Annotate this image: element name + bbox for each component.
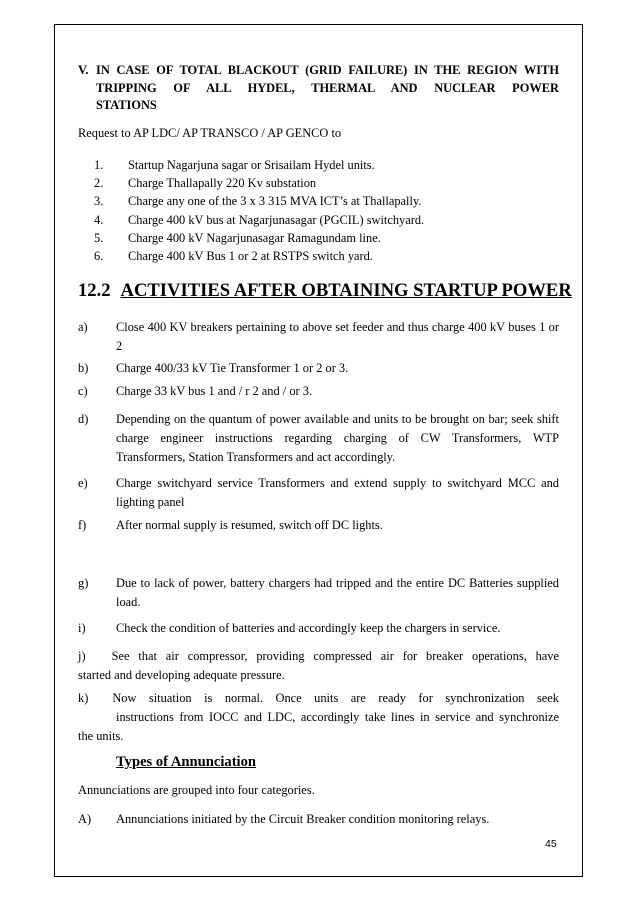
activity-i: i) Check the condition of batteries and accordingly keep the chargers in service. bbox=[78, 621, 501, 635]
startup-steps-list bbox=[94, 156, 424, 265]
section-v-line-3: STATIONS bbox=[96, 98, 157, 112]
activity-a: a) Close 400 KV breakers pertaining to above set feeder and thus charge 400 kV buses 1 or 2 bbox=[78, 320, 559, 353]
section-v-label: V. bbox=[78, 63, 89, 77]
list-item: 4. Charge 400 kV bus at Nagarjunasagar (PGCIL) switchyard. bbox=[94, 212, 425, 227]
types-of-annunciation-heading: Types of Annunciation bbox=[116, 754, 257, 770]
annunciation-a: A) Annunciations initiated by the Circuit Breaker condition monitoring relays. bbox=[78, 812, 490, 826]
page-number: 45 bbox=[545, 838, 557, 850]
section-v-heading bbox=[78, 62, 559, 115]
activity-g: g) Due to lack of power, battery chargers had tripped and the entire DC Batteries supplied load. bbox=[78, 576, 559, 609]
request-paragraph: Request to AP LDC/ AP TRANSCO / AP GENCO to bbox=[78, 126, 342, 140]
list-item: 1. Startup Nagarjuna sagar or Srisailam Hydel units. bbox=[94, 158, 375, 172]
section-v-line-1: IN CASE OF TOTAL BLACKOUT (GRID FAILURE) IN THE REGION WITH bbox=[96, 63, 559, 77]
section-heading-12-2 bbox=[78, 279, 572, 303]
activity-f: f) After normal supply is resumed, switch off DC lights. bbox=[78, 518, 383, 532]
annunciation-intro: Annunciations are grouped into four categories. bbox=[78, 783, 315, 797]
activity-j: j) See that air compressor, providing compressed air for breaker operations, have started and developing adequate pressure. bbox=[78, 649, 559, 682]
activity-d: d) Depending on the quantum of power available and units to be brought on bar; seek shift charge engineer instructions regarding charging of CW Transformers, WTP Transformers, Station Transformers and act accordingly. bbox=[78, 412, 559, 464]
list-item: 3. Charge any one of the 3 x 3 315 MVA ICT’s at Thallapally. bbox=[94, 194, 422, 209]
activity-c: c) Charge 33 kV bus 1 and / r 2 and / or 3. bbox=[78, 384, 313, 398]
activity-e: e) Charge switchyard service Transformers and extend supply to switchyard MCC and lighting panel bbox=[78, 476, 559, 509]
section-title: ACTIVITIES AFTER OBTAINING STARTUP POWER bbox=[120, 280, 572, 301]
list-item: 6. Charge 400 kV Bus 1 or 2 at RSTPS switch yard. bbox=[94, 249, 373, 264]
activity-b: b) Charge 400/33 kV Tie Transformer 1 or 2 or 3. bbox=[78, 361, 349, 375]
section-v-line-2: TRIPPING OF ALL HYDEL, THERMAL AND NUCLEAR POWER bbox=[96, 80, 559, 95]
section-number: 12.2 bbox=[78, 280, 111, 301]
list-item: 2. Charge Thallapally 220 Kv substation bbox=[94, 176, 317, 191]
activity-k: k) Now situation is normal. Once units are ready for synchronization seek instructions from IOCC and LDC, accordingly take lines in service and synchronize the units. bbox=[78, 691, 559, 743]
list-item: 5. Charge 400 kV Nagarjunasagar Ramagundam line. bbox=[94, 230, 381, 245]
